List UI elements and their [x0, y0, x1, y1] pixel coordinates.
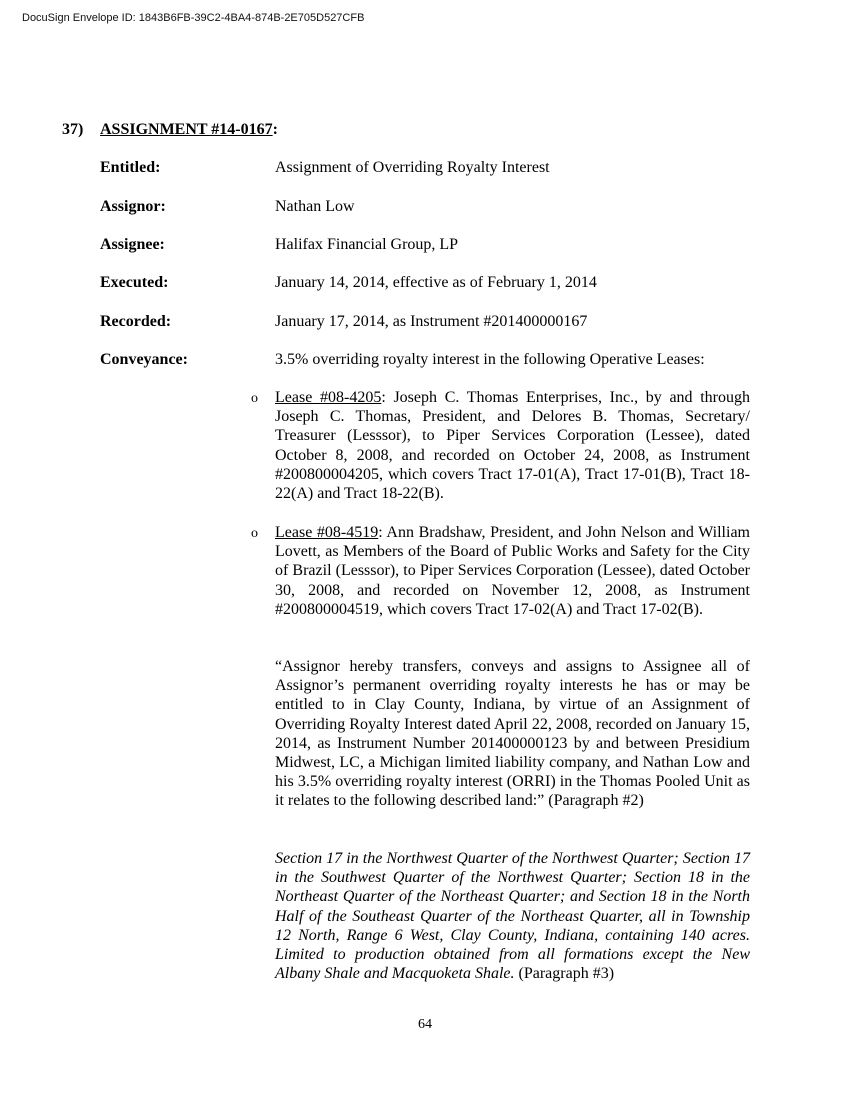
- field-value: 3.5% overriding royalty interest in the following Operative Leases:: [275, 351, 705, 368]
- section-number: 37): [62, 121, 84, 138]
- legal-description: [275, 849, 750, 983]
- field-label: Executed:: [100, 274, 169, 291]
- bullet-icon: o: [251, 526, 258, 541]
- section-title: ASSIGNMENT #14-0167: [100, 121, 273, 138]
- lease-text: : Joseph C. Thomas Enterprises, Inc., by and through Joseph C. Thomas, President, and Delores B. Thomas, Secretary/ Treasurer (Lesssor), to Piper Services Corporation (Lessee), dated October 8, 2008, and recorded on October 24, 2008, as Instrument #200800004205, which covers Tract 17-01(A), Tract 17-01(B), Tract 18-22(A) and Tract 18-22(B).: [275, 389, 750, 503]
- legal-description-reference: (Paragraph #3): [514, 965, 615, 983]
- field-value: Nathan Low: [275, 198, 355, 215]
- field-value: Halifax Financial Group, LP: [275, 236, 459, 253]
- quoted-paragraph: “Assignor hereby transfers, conveys and assigns to Assignee all of Assignor’s permanent overriding royalty interests he has or may be entitled to in Clay County, Indiana, by virtue of an Assignment of Overriding Royalty Interest dated April 22, 2008, recorded on January 15, 2014, as Instrument Number 201400000123 by and between Presidium Midwest, LC, a Michigan limited liability company, and Nathan Low and his 3.5% overriding royalty interest (ORRI) in the Thomas Pooled Unit as it relates to the following described land:” (Paragraph #2): [275, 658, 750, 810]
- legal-description-text: Section 17 in the Northwest Quarter of the Northwest Quarter; Section 17 in the Southwest Quarter of the Northwest Quarter; Section 18 in the Northeast Quarter of the Northeast Quarter; and Section 18 in the North Half of the Southeast Quarter of the Northeast Quarter, all in Township 12 North, Range 6 West, Clay County, Indiana, containing 140 acres. Limited to production obtained from all formations except the New Albany Shale and Macquoketa Shale.: [275, 850, 750, 983]
- lease-id: Lease #08-4205: [275, 389, 382, 406]
- field-label: Conveyance:: [100, 351, 188, 368]
- field-label: Recorded:: [100, 313, 172, 330]
- section-heading: [62, 121, 278, 139]
- lease-id: Lease #08-4519: [275, 524, 379, 541]
- docusign-envelope-id: DocuSign Envelope ID: 1843B6FB-39C2-4BA4-874B-2E705D527CFB: [22, 12, 365, 24]
- lease-paragraph: [275, 523, 750, 619]
- field-label: Assignor:: [100, 198, 166, 215]
- field-value: Assignment of Overriding Royalty Interest: [275, 159, 550, 176]
- field-label: Assignee:: [100, 236, 165, 253]
- bullet-icon: o: [251, 391, 258, 406]
- section-colon: :: [272, 121, 278, 138]
- page-number: 64: [418, 1017, 432, 1032]
- field-value: January 14, 2014, effective as of February 1, 2014: [275, 274, 597, 291]
- lease-text: : Ann Bradshaw, President, and John Nelson and William Lovett, as Members of the Board of Public Works and Safety for the City of Brazil (Lesssor), to Piper Services Corporation (Lessee), dated October 30, 2008, and recorded on November 12, 2008, as Instrument #200800004519, which covers Tract 17-02(A) and Tract 17-02(B).: [275, 524, 750, 618]
- field-label: Entitled:: [100, 159, 161, 176]
- lease-paragraph: [275, 388, 750, 503]
- field-value: January 17, 2014, as Instrument #201400000167: [275, 313, 588, 330]
